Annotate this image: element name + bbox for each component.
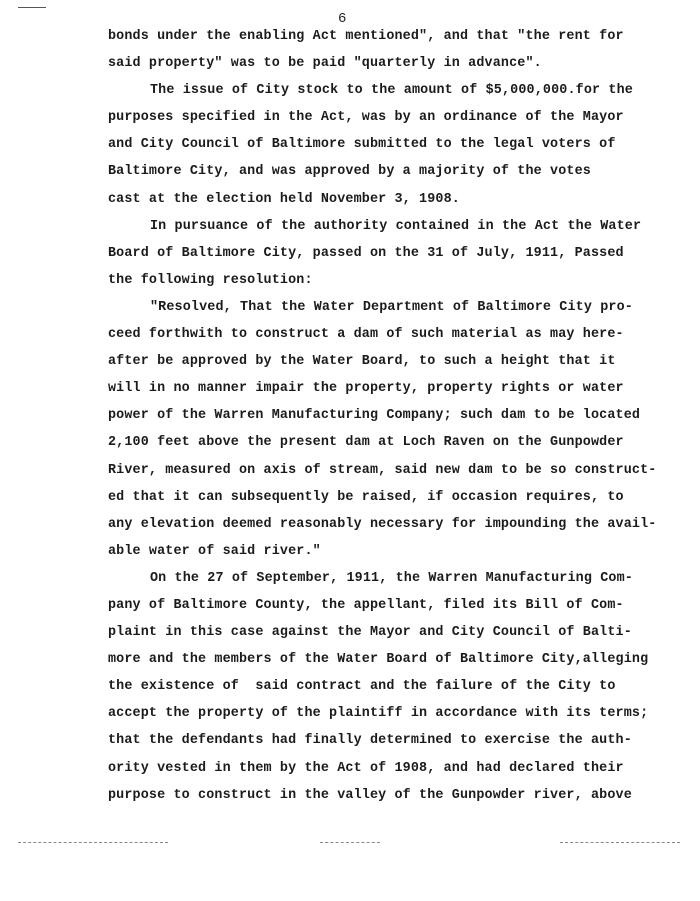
- text-line: after be approved by the Water Board, to such a height that it: [108, 354, 616, 370]
- text-line: the following resolution:: [108, 272, 313, 288]
- text-line: accept the property of the plaintiff in accordance with its terms;: [108, 706, 649, 722]
- text-line: purposes specified in the Act, was by an ordinance of the Mayor: [108, 110, 624, 126]
- text-line: that the defendants had finally determined to exercise the auth-: [108, 733, 632, 749]
- text-line: On the 27 of September, 1911, the Warren Manufacturing Com-: [150, 570, 633, 586]
- text-line: The issue of City stock to the amount of $5,000,000.for the: [150, 83, 633, 99]
- bottom-scan-mark: [560, 842, 680, 844]
- text-line: ed that it can subsequently be raised, if occasion requires, to: [108, 489, 624, 505]
- text-line: Board of Baltimore City, passed on the 31 of July, 1911, Passed: [108, 245, 624, 261]
- text-line: plaint in this case against the Mayor and City Council of Balti-: [108, 625, 632, 641]
- scan-edge-mark: [18, 7, 46, 8]
- text-line: able water of said river.": [108, 543, 321, 559]
- text-line: purpose to construct in the valley of the Gunpowder river, above: [108, 787, 632, 803]
- text-line: will in no manner impair the property, property rights or water: [108, 381, 624, 397]
- text-line: "Resolved, That the Water Department of Baltimore City pro-: [150, 299, 633, 315]
- text-line: In pursuance of the authority contained in the Act the Water: [150, 218, 642, 234]
- text-line: 2,100 feet above the present dam at Loch Raven on the Gunpowder: [108, 435, 624, 451]
- text-line: pany of Baltimore County, the appellant, filed its Bill of Com-: [108, 597, 624, 613]
- text-line: bonds under the enabling Act mentioned", and that "the rent for: [108, 29, 624, 44]
- text-line: and City Council of Baltimore submitted to the legal voters of: [108, 137, 616, 153]
- text-line: ceed forthwith to construct a dam of such material as may here-: [108, 327, 624, 343]
- text-line: cast at the election held November 3, 1908.: [108, 191, 460, 207]
- text-line: said property" was to be paid "quarterly in advance".: [108, 56, 542, 72]
- text-line: more and the members of the Water Board of Baltimore City,alleging: [108, 652, 649, 668]
- body-text: [108, 23, 657, 809]
- text-line: Baltimore City, and was approved by a majority of the votes: [108, 164, 591, 180]
- text-line: power of the Warren Manufacturing Company; such dam to be located: [108, 408, 641, 424]
- text-line: ority vested in them by the Act of 1908, and had declared their: [108, 760, 624, 776]
- bottom-scan-mark: [18, 842, 168, 844]
- page-number: 6: [338, 11, 347, 27]
- text-line: any elevation deemed reasonably necessary for impounding the avail-: [108, 516, 657, 532]
- bottom-scan-mark: [320, 842, 380, 844]
- text-line: the existence of said contract and the failure of the City to: [108, 679, 616, 695]
- text-line: River, measured on axis of stream, said new dam to be so construct-: [108, 462, 657, 478]
